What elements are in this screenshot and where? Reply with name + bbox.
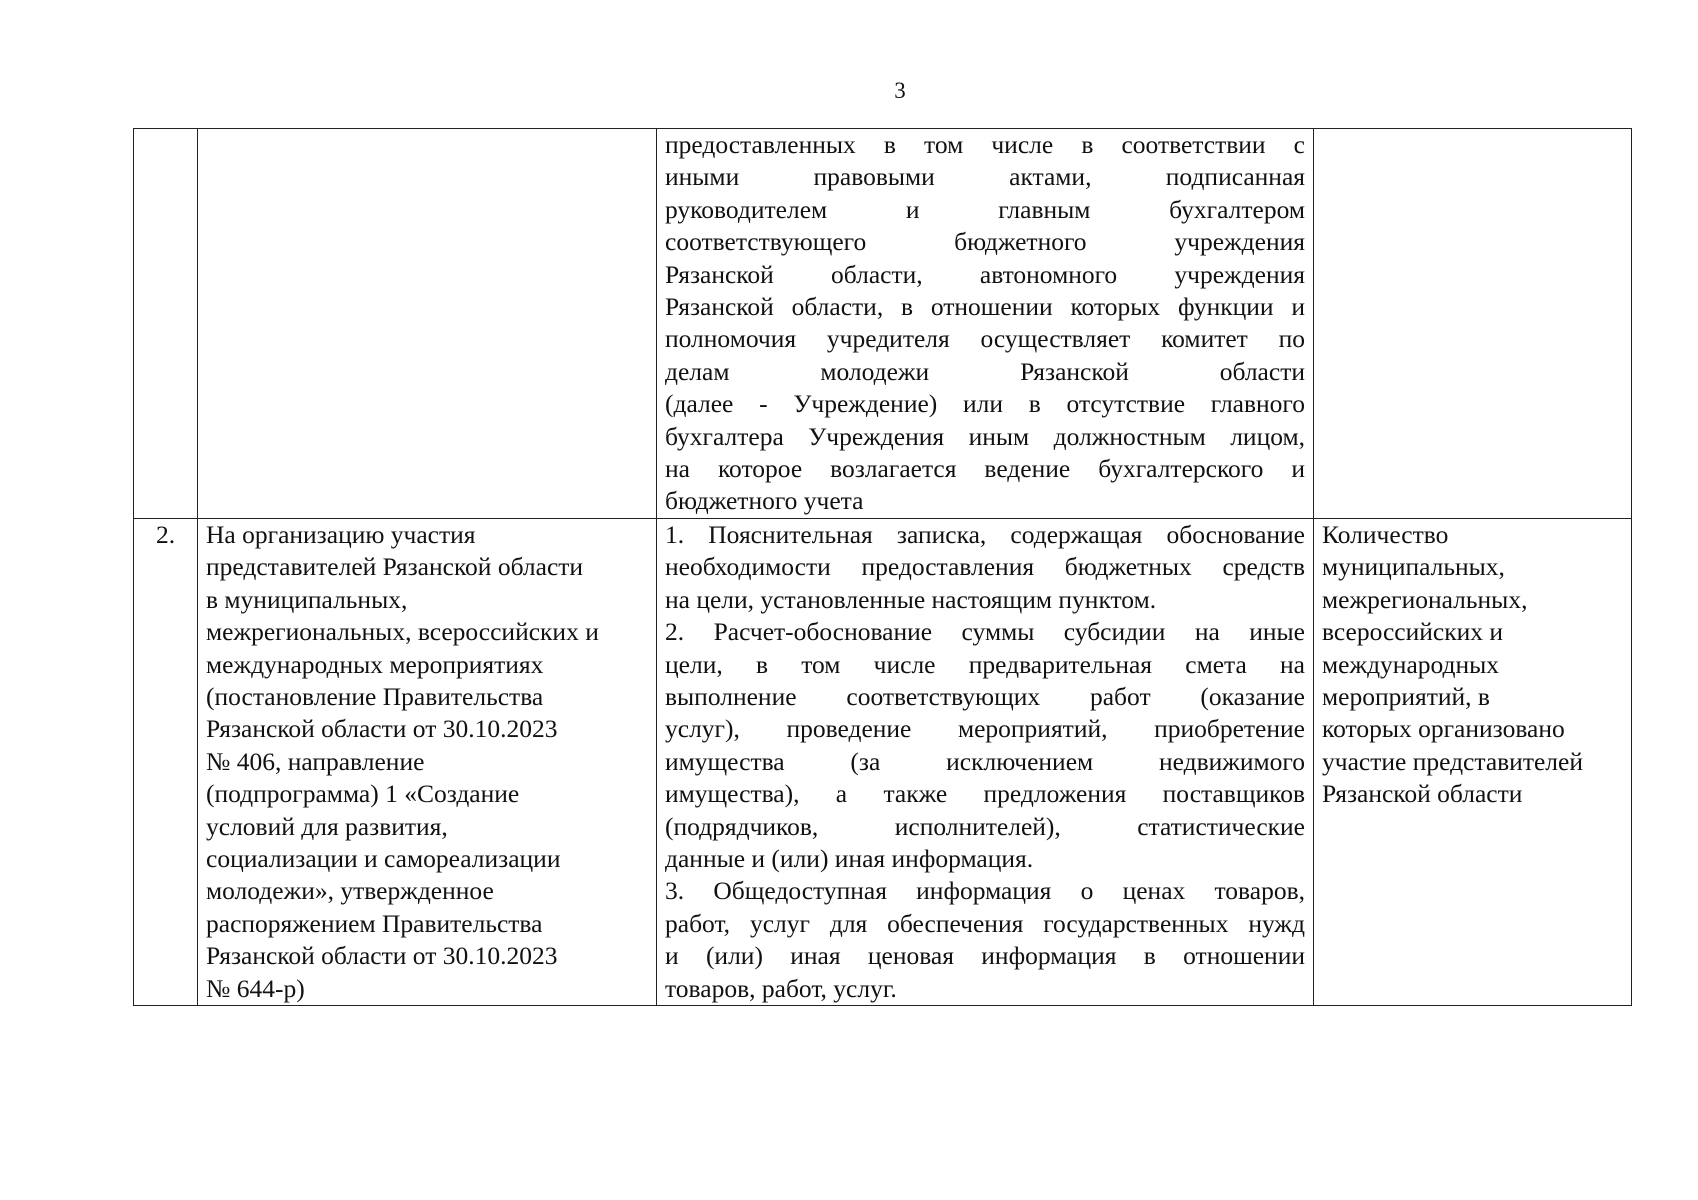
documents-line: и (или) иная ценовая информация в отношении bbox=[665, 941, 1305, 971]
documents-line: руководителем и главным бухгалтером bbox=[665, 194, 1305, 224]
documents-cell bbox=[657, 518, 1314, 1005]
purpose-line: социализации и самореализации bbox=[206, 843, 561, 873]
purpose-line: международных мероприятиях bbox=[206, 649, 544, 679]
documents-cell bbox=[657, 129, 1314, 519]
result-line: Количество bbox=[1322, 519, 1449, 549]
documents-line: услуг), проведение мероприятий, приобретение bbox=[665, 714, 1305, 744]
purpose-cell bbox=[198, 518, 657, 1005]
documents-line: на цели, установленные настоящим пунктом. bbox=[665, 584, 1157, 614]
documents-line: делам молодежи Рязанской области bbox=[665, 356, 1305, 386]
documents-line: товаров, работ, услуг. bbox=[665, 973, 897, 1003]
purpose-line: (постановление Правительства bbox=[206, 681, 544, 711]
table-row bbox=[134, 129, 1632, 519]
documents-line: 1. Пояснительная записка, содержащая обоснование bbox=[665, 519, 1305, 549]
result-line: мероприятий, в bbox=[1322, 681, 1490, 711]
purpose-line: представителей Рязанской области bbox=[206, 552, 584, 582]
documents-line: выполнение соответствующих работ (оказание bbox=[665, 681, 1305, 711]
documents-line: (далее - Учреждение) или в отсутствие главного bbox=[665, 389, 1305, 419]
documents-line: полномочия учредителя осуществляет комитет по bbox=[665, 324, 1305, 354]
purpose-line: распоряжением Правительства bbox=[206, 908, 543, 938]
purpose-line: На организацию участия bbox=[206, 519, 476, 549]
purpose-line: (подпрограмма) 1 «Создание bbox=[206, 779, 520, 809]
documents-line: бюджетного учета bbox=[665, 486, 864, 516]
result-line: Рязанской области bbox=[1322, 779, 1523, 809]
result-line: межрегиональных, bbox=[1322, 584, 1528, 614]
result-cell bbox=[1314, 518, 1632, 1005]
result-cell bbox=[1314, 129, 1632, 519]
documents-line: иными правовыми актами, подписанная bbox=[665, 162, 1305, 192]
documents-line: соответствующего бюджетного учреждения bbox=[665, 227, 1305, 257]
documents-line: цели, в том числе предварительная смета на bbox=[665, 649, 1305, 679]
row-number-cell: 2. bbox=[134, 518, 198, 1005]
documents-line: предоставленных в том числе в соответствии с bbox=[665, 130, 1305, 159]
documents-table bbox=[133, 128, 1632, 1006]
documents-line: бухгалтера Учреждения иным должностным лицом, bbox=[665, 421, 1305, 451]
result-line: международных bbox=[1322, 649, 1500, 679]
result-line: участие представителей bbox=[1322, 746, 1583, 776]
table-row bbox=[134, 518, 1632, 1005]
purpose-line: межрегиональных, всероссийских и bbox=[206, 617, 599, 647]
purpose-cell bbox=[198, 129, 657, 519]
purpose-line: молодежи», утвержденное bbox=[206, 876, 494, 906]
purpose-line: в муниципальных, bbox=[206, 584, 408, 614]
purpose-line: условий для развития, bbox=[206, 811, 448, 841]
documents-line: Рязанской области, в отношении которых функции и bbox=[665, 292, 1305, 322]
row-number-cell bbox=[134, 129, 198, 519]
purpose-line: № 406, направление bbox=[206, 746, 425, 776]
purpose-line: Рязанской области от 30.10.2023 bbox=[206, 714, 558, 744]
result-line: муниципальных, bbox=[1322, 552, 1505, 582]
documents-line: работ, услуг для обеспечения государственных нужд bbox=[665, 908, 1305, 938]
documents-line: 2. Расчет-обоснование суммы субсидии на иные bbox=[665, 617, 1305, 647]
documents-line: данные и (или) иная информация. bbox=[665, 843, 1034, 873]
page-number: 3 bbox=[894, 78, 906, 103]
documents-line: Рязанской области, автономного учреждения bbox=[665, 259, 1305, 289]
purpose-line: № 644-р) bbox=[206, 973, 305, 1003]
documents-line: имущества), а также предложения поставщиков bbox=[665, 779, 1305, 809]
documents-line: имущества (за исключением недвижимого bbox=[665, 746, 1305, 776]
documents-line: (подрядчиков, исполнителей), статистические bbox=[665, 811, 1305, 841]
purpose-line: Рязанской области от 30.10.2023 bbox=[206, 941, 558, 971]
documents-line: 3. Общедоступная информация о ценах товаров, bbox=[665, 876, 1305, 906]
result-line: которых организовано bbox=[1322, 714, 1565, 744]
result-line: всероссийских и bbox=[1322, 617, 1504, 647]
documents-line: необходимости предоставления бюджетных средств bbox=[665, 552, 1305, 582]
documents-line: на которое возлагается ведение бухгалтерского и bbox=[665, 454, 1305, 484]
